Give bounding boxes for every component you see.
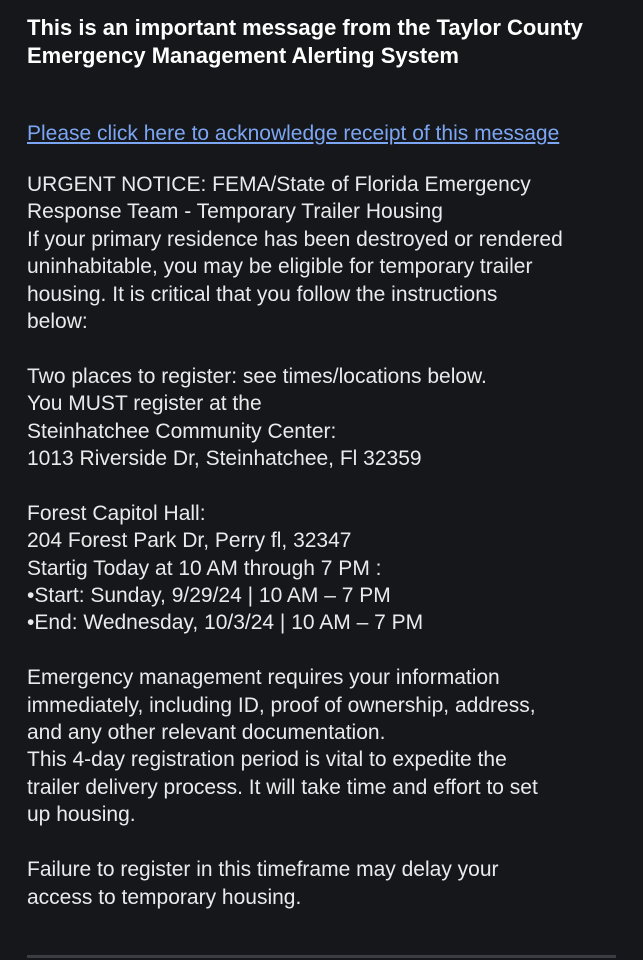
body-line: •End: Wednesday, 10/3/24 | 10 AM – 7 PM [27, 611, 424, 635]
body-line: immediately, including ID, proof of ownership, address, [27, 693, 536, 717]
urgent-notice-paragraph [27, 171, 627, 335]
body-line: This 4-day registration period is vital to expedite the [27, 748, 507, 772]
body-line: 1013 Riverside Dr, Steinhatchee, Fl 32359 [27, 447, 422, 471]
message-subject: This is an important message from the Taylor County Emergency Management Alerting System [27, 15, 583, 68]
failure-warning-paragraph [27, 856, 627, 911]
body-line: access to temporary housing. [27, 885, 302, 909]
forest-capitol-paragraph [27, 500, 627, 637]
body-line: If your primary residence has been destroyed or rendered [27, 227, 563, 251]
body-line: Startig Today at 10 AM through 7 PM : [27, 556, 382, 580]
body-line: housing. It is critical that you follow the instructions [27, 282, 498, 306]
body-line: Emergency management requires your information [27, 666, 500, 690]
body-line: URGENT NOTICE: FEMA/State of Florida Emergency [27, 173, 531, 196]
requirements-paragraph [27, 664, 627, 828]
body-line: below: [27, 310, 88, 334]
message-view [27, 14, 627, 938]
body-line: •Start: Sunday, 9/29/24 | 10 AM – 7 PM [27, 584, 391, 608]
message-body [27, 171, 627, 911]
body-line: and any other relevant documentation. [27, 721, 386, 745]
body-line: Failure to register in this timeframe may delay your [27, 858, 499, 882]
body-line: trailer delivery process. It will take time and effort to set [27, 775, 538, 799]
body-line: Forest Capitol Hall: [27, 501, 206, 525]
register-locations-paragraph [27, 363, 627, 473]
body-line: You MUST register at the [27, 392, 262, 416]
acknowledge-receipt-link[interactable]: Please click here to acknowledge receipt of this message [27, 122, 560, 145]
body-line: uninhabitable, you may be eligible for temporary trailer [27, 255, 533, 279]
body-line: up housing. [27, 803, 136, 827]
body-line: 204 Forest Park Dr, Perry fl, 32347 [27, 529, 352, 553]
body-line: Steinhatchee Community Center: [27, 419, 337, 443]
bottom-divider [27, 955, 616, 958]
body-line: Two places to register: see times/locations below. [27, 364, 487, 388]
body-line: Response Team - Temporary Trailer Housing [27, 200, 443, 224]
